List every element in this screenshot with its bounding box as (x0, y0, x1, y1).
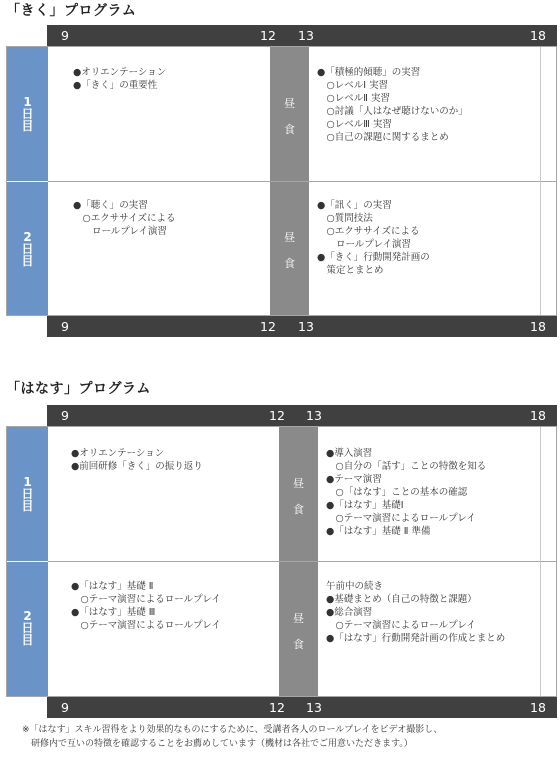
time-label-12: 12 (260, 319, 276, 334)
end-gridline (540, 427, 541, 696)
afternoon-cell-day1: ●「積極的傾聴」の実習 ○レベルⅠ 実習 ○レベルⅡ 実習 ○討議「人はなぜ聴けないのか」 ○レベルⅢ 実習 ○自己の課題に関するまとめ (317, 67, 468, 143)
program-title: 「きく」プログラム (6, 3, 137, 19)
time-label-12: 12 (269, 700, 285, 715)
day-label-1: 1 日 目 (21, 95, 34, 133)
time-bar-bottom (47, 697, 557, 718)
time-bar-top (47, 25, 557, 46)
time-label-13: 13 (298, 319, 314, 334)
day-label-2: 2 日 目 (21, 230, 34, 268)
row-divider (48, 561, 556, 562)
afternoon-cell-day1: ●導入演習 ○自分の「話す」ことの特徴を知る ●テーマ演習 ○「はなす」ことの基本の確認 ●「はなす」基礎Ⅰ ○テーマ演習によるロールプレイ ●「はなす」基礎 Ⅱ 準備 (326, 448, 487, 537)
afternoon-cell-day2: ●「訊く」の実習 ○質問技法 ○エクササイズによる ロールプレイ演習 ●「きく」行動開発計画の 策定とまとめ (317, 200, 430, 276)
time-label-18: 18 (530, 700, 546, 715)
time-label-13: 13 (298, 28, 314, 43)
time-bar-top (47, 405, 557, 426)
footnote (22, 723, 442, 751)
morning-cell-day2: ●「はなす」基礎 Ⅱ ○テーマ演習によるロールプレイ ●「はなす」基礎 Ⅲ ○テーマ演習によるロールプレイ (71, 581, 221, 631)
time-bar-bottom (47, 316, 557, 337)
time-label-9: 9 (61, 408, 69, 423)
morning-cell-day2: ●「聴く」の実習 ○エクササイズによる ロールプレイ演習 (73, 200, 176, 237)
time-label-18: 18 (530, 319, 546, 334)
lunch-label: 昼 食 (293, 477, 304, 516)
time-label-18: 18 (530, 28, 546, 43)
footnote-line: ※「はなす」スキル習得をより効果的なものにするために、受講者各人のロールプレイをビデオ撮影し、 (22, 725, 443, 735)
time-label-12: 12 (260, 28, 276, 43)
morning-cell-day1: ●オリエンテーション ●「きく」の重要性 (73, 67, 167, 91)
time-label-13: 13 (306, 700, 322, 715)
lunch-label: 昼 食 (293, 612, 304, 651)
program-title: 「はなす」プログラム (6, 381, 151, 397)
schedule-grid (6, 426, 557, 697)
time-label-13: 13 (306, 408, 322, 423)
morning-cell-day1: ●オリエンテーション ●前回研修「きく」の振り返り (71, 448, 203, 472)
footnote-line: 研修内で互いの特徴を確認することをお薦めしています（機材は各社でご用意いただきます。） (22, 739, 413, 749)
day-divider (7, 181, 48, 182)
time-label-9: 9 (61, 28, 69, 43)
day-label-2: 2 日 目 (21, 609, 34, 647)
day-label-1: 1 日 目 (21, 475, 34, 513)
time-label-9: 9 (61, 319, 69, 334)
time-label-9: 9 (61, 700, 69, 715)
time-label-12: 12 (269, 408, 285, 423)
time-label-18: 18 (530, 408, 546, 423)
lunch-label: 昼 食 (284, 231, 295, 270)
row-divider (48, 181, 556, 182)
day-divider (7, 561, 48, 562)
end-gridline (540, 47, 541, 315)
lunch-label: 昼 食 (284, 97, 295, 136)
afternoon-cell-day2: 午前中の続き ●基礎まとめ（自己の特徴と課題） ●総合演習 ○テーマ演習によるロールプレイ ●「はなす」行動開発計画の作成とまとめ (326, 581, 506, 644)
schedule-grid (6, 46, 557, 316)
